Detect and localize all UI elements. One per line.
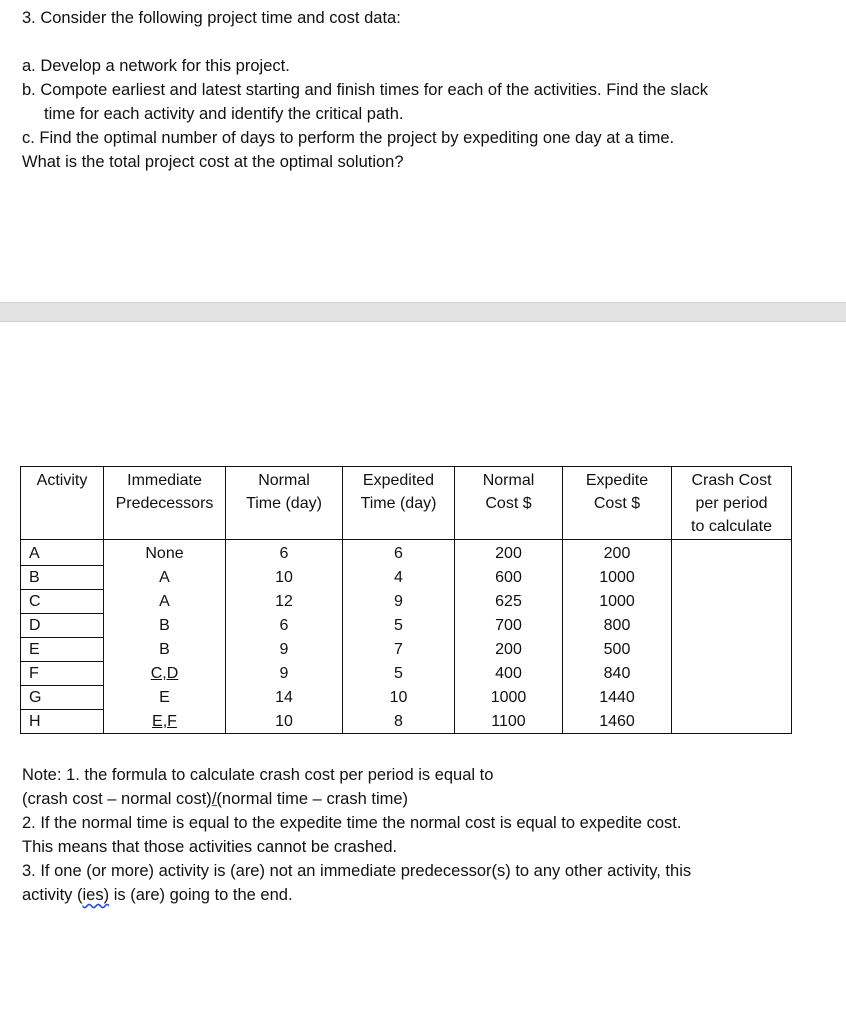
note-formula-numerator: (crash cost – normal cost) (22, 790, 212, 808)
note-line-6 (22, 883, 822, 907)
cell-predecessors: E (104, 686, 226, 710)
cell-predecessors: A (104, 590, 226, 614)
cell-normal-cost: 400 (455, 662, 563, 686)
pred-underlined: E,F (152, 712, 177, 730)
cell-activity: B (21, 566, 104, 590)
cell-expedite-cost: 1460 (563, 710, 672, 734)
cell-normal-cost: 200 (455, 638, 563, 662)
header-crash-cost: Crash Cost per period to calculate (672, 467, 792, 540)
note-line-4: This means that those activities cannot be crashed. (22, 838, 398, 856)
cell-normal-cost: 200 (455, 540, 563, 566)
cell-predecessors: B (104, 614, 226, 638)
cell-activity: H (21, 710, 104, 734)
cell-predecessors (104, 710, 226, 734)
note-formula-divide: /( (211, 790, 222, 808)
header-normal-time: Normal Time (day) (226, 467, 343, 540)
note-line-6-end: is (are) going to the end. (109, 886, 293, 904)
question-part-a: a. Develop a network for this project. (22, 57, 290, 75)
cell-expedite-cost: 500 (563, 638, 672, 662)
note-line-3: 2. If the normal time is equal to the expedite time the normal cost is equal to expedite cost. (22, 814, 682, 832)
cell-normal-time: 9 (226, 662, 343, 686)
cell-expedite-cost: 1440 (563, 686, 672, 710)
header-expedited-time: Expedited Time (day) (343, 467, 455, 540)
table-row (21, 590, 792, 614)
question-block (22, 6, 822, 174)
header-predecessors: Immediate Predecessors (104, 467, 226, 540)
table-row (21, 686, 792, 710)
table-row (21, 614, 792, 638)
cell-activity: E (21, 638, 104, 662)
cell-expedite-cost: 1000 (563, 566, 672, 590)
header-activity: Activity (21, 467, 104, 540)
cell-crash-cost (672, 540, 792, 566)
cell-expedited-time: 9 (343, 590, 455, 614)
cell-expedited-time: 10 (343, 686, 455, 710)
cell-expedited-time: 5 (343, 662, 455, 686)
cell-normal-cost: 625 (455, 590, 563, 614)
cell-activity: D (21, 614, 104, 638)
cell-crash-cost (672, 686, 792, 710)
cell-activity: C (21, 590, 104, 614)
table-header-row (21, 467, 792, 540)
cell-normal-time: 6 (226, 614, 343, 638)
cell-crash-cost (672, 662, 792, 686)
cell-expedite-cost: 800 (563, 614, 672, 638)
project-cost-table (20, 466, 792, 734)
cell-normal-time: 10 (226, 710, 343, 734)
cell-crash-cost (672, 614, 792, 638)
cell-expedite-cost: 200 (563, 540, 672, 566)
cell-predecessors (104, 662, 226, 686)
question-part-b-line1: b. Compote earliest and latest starting and finish times for each of the activities. Find the slack (22, 81, 709, 99)
note-line-6-start: activity ( (22, 886, 83, 904)
cell-normal-time: 10 (226, 566, 343, 590)
cell-normal-time: 14 (226, 686, 343, 710)
cell-expedited-time: 7 (343, 638, 455, 662)
cell-expedited-time: 8 (343, 710, 455, 734)
cell-normal-cost: 600 (455, 566, 563, 590)
cell-normal-time: 6 (226, 540, 343, 566)
question-part-b-line2: time for each activity and identify the critical path. (44, 105, 404, 123)
cell-predecessors: A (104, 566, 226, 590)
cell-expedited-time: 6 (343, 540, 455, 566)
note-line-5: 3. If one (or more) activity is (are) not an immediate predecessor(s) to any other activity, this (22, 862, 692, 880)
note-line-1: Note: 1. the formula to calculate crash cost per period is equal to (22, 766, 494, 784)
table-row (21, 710, 792, 734)
question-title: 3. Consider the following project time and cost data: (22, 9, 401, 27)
header-normal-cost: Normal Cost $ (455, 467, 563, 540)
cell-normal-cost: 1100 (455, 710, 563, 734)
cell-expedited-time: 5 (343, 614, 455, 638)
question-part-c-line2: What is the total project cost at the optimal solution? (22, 153, 404, 171)
question-part-c-line1: c. Find the optimal number of days to perform the project by expediting one day at a time. (22, 129, 675, 147)
cell-normal-time: 9 (226, 638, 343, 662)
cell-expedited-time: 4 (343, 566, 455, 590)
table-row (21, 662, 792, 686)
cell-crash-cost (672, 638, 792, 662)
table-row (21, 638, 792, 662)
cell-normal-time: 12 (226, 590, 343, 614)
cell-expedite-cost: 840 (563, 662, 672, 686)
table-row (21, 540, 792, 566)
cell-activity: G (21, 686, 104, 710)
note-spellcheck-word: ies) (82, 886, 110, 904)
note-formula-denominator: normal time – crash time) (221, 790, 409, 808)
notes-block (22, 763, 822, 907)
pred-underlined: C,D (150, 665, 179, 682)
cell-crash-cost (672, 590, 792, 614)
cell-normal-cost: 700 (455, 614, 563, 638)
note-line-2 (22, 787, 822, 811)
header-expedite-cost: Expedite Cost $ (563, 467, 672, 540)
table-row (21, 566, 792, 590)
cell-crash-cost (672, 710, 792, 734)
page-divider (0, 302, 846, 322)
cell-normal-cost: 1000 (455, 686, 563, 710)
cell-predecessors: B (104, 638, 226, 662)
cell-activity: A (21, 540, 104, 566)
cell-crash-cost (672, 566, 792, 590)
cell-expedite-cost: 1000 (563, 590, 672, 614)
cell-activity: F (21, 662, 104, 686)
cell-predecessors: None (104, 540, 226, 566)
